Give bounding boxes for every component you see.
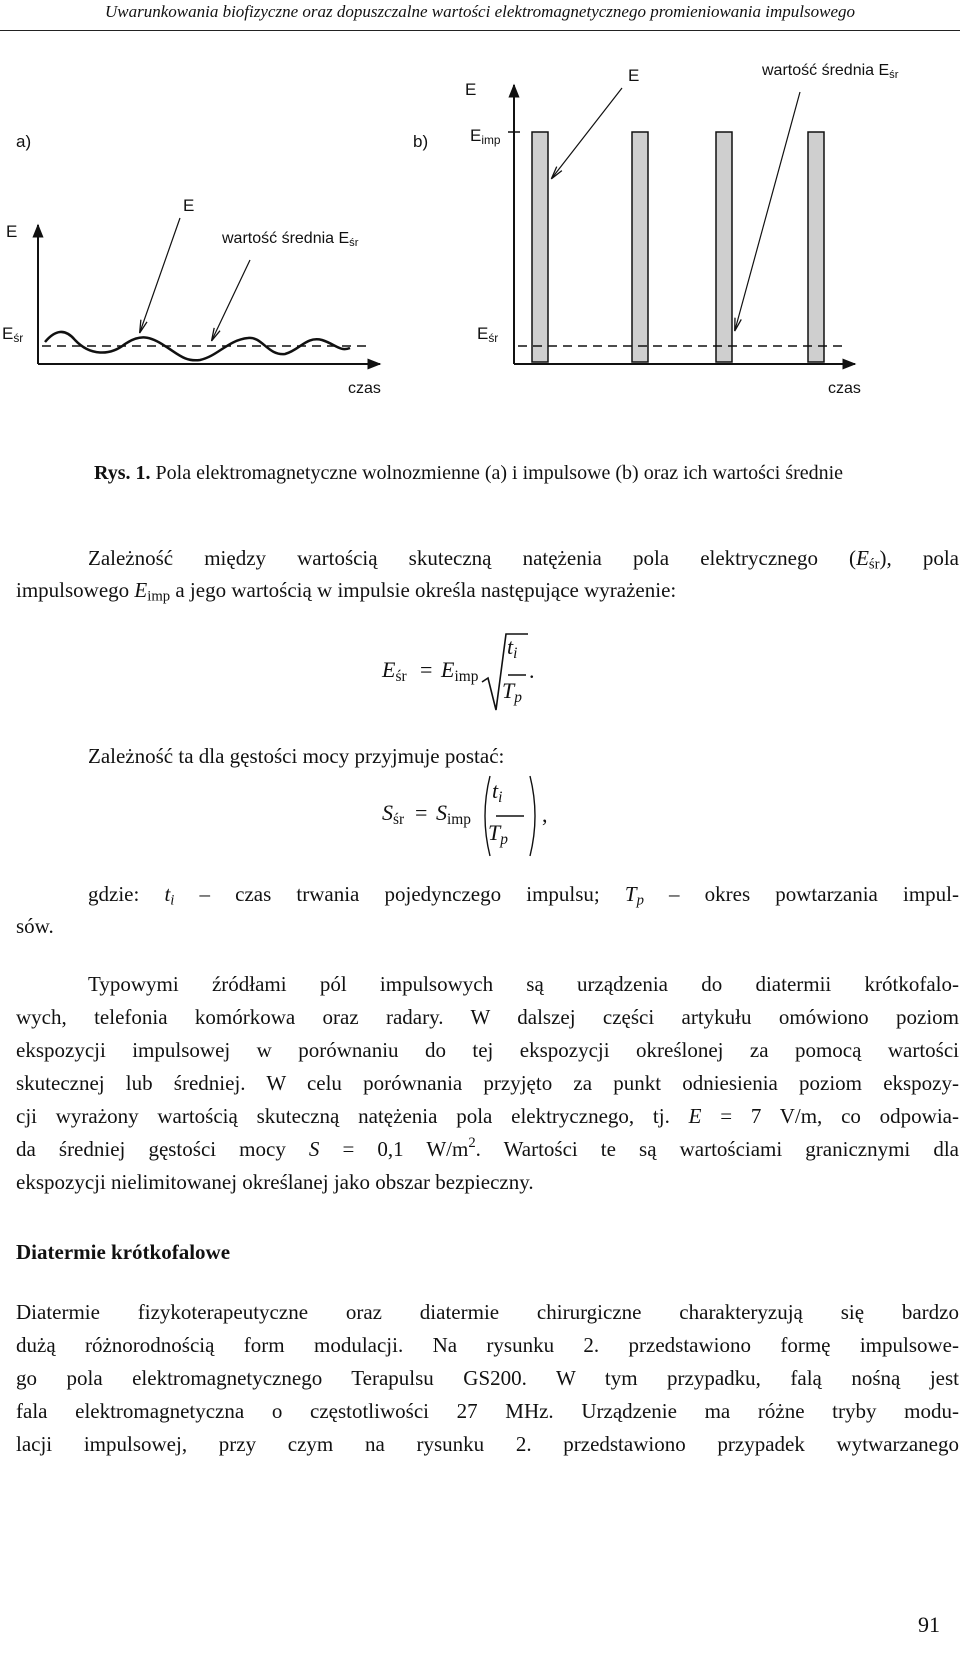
page-number: 91 xyxy=(918,1612,940,1637)
eq1-denominator: $T_p$ xyxy=(502,678,522,706)
panel-b-mean-label: wartość średnia $E_{śr}$ xyxy=(762,62,899,81)
para1-line-3: ekspozycji impulsowej w porównaniu do tej ekspozycji określonej za pomocą wartości xyxy=(16,1038,959,1062)
panel-a-level-label: $E_{śr}$ xyxy=(2,324,24,345)
intro-line-2: impulsowego $E_{imp}$ a jego wartością w impulsie określa następujące wyrażenie: xyxy=(16,578,677,605)
panel-a-curve-arrow xyxy=(140,218,180,332)
para1-line-7: ekspozycji nielimitowanej określanej jako obszar bezpieczny. xyxy=(16,1170,534,1194)
panel-a-x-axis-label: czas xyxy=(348,380,381,397)
panel-b-pulse-arrow xyxy=(552,88,622,178)
eq2-comma: , xyxy=(542,802,548,827)
panel-b-mean-arrow xyxy=(735,92,800,330)
para2-line-1: Diatermie fizykoterapeutyczne oraz diatermie chirurgiczne charakteryzują się bardzo xyxy=(16,1300,959,1324)
running-header-title: Uwarunkowania biofizyczne oraz dopuszczalne wartości elektromagnetycznego promieniowania impulsowego xyxy=(105,2,855,21)
panel-a-mean-label: wartość średnia $E_{śr}$ xyxy=(222,230,359,249)
eq1-rhs: $E_{imp}$ xyxy=(441,657,479,685)
eq1-numerator: $t_i$ xyxy=(507,634,518,662)
pulse-2 xyxy=(632,132,648,362)
eq1-lhs: $E_{śr}$ xyxy=(382,657,407,685)
power-density-intro: Zależność ta dla gęstości mocy przyjmuje postać: xyxy=(88,744,505,768)
para2-line-4: fala elektromagnetyczna o częstotliwości 27 MHz. Urządzenie ma różne tryby modu- xyxy=(16,1399,959,1423)
where-line-1: gdzie: $t_i$ – czas trwania pojedynczego impulsu; $T_p$ – okres powtarzania impul- xyxy=(88,882,960,909)
where-line-2: sów. xyxy=(16,914,54,938)
panel-b-label: b) xyxy=(413,132,429,151)
eq2-numerator: $t_i$ xyxy=(492,778,503,806)
panel-a-mean-arrow xyxy=(212,260,250,340)
para1-line-4: skutecznej lub średniej. W celu porównania przyjęto za punkt odniesienia poziom ekspozy- xyxy=(16,1071,959,1095)
panel-a-label: a) xyxy=(16,132,32,151)
eq1-period: . xyxy=(529,658,535,683)
eq2-equals: = xyxy=(415,800,428,825)
panel-b-x-axis-label: czas xyxy=(828,380,861,397)
panel-b-imp-label: $E_{imp}$ xyxy=(470,126,501,147)
para1-line-2: wych, telefonia komórkowa oraz radary. W dalszej części artykułu omówiono poziom xyxy=(16,1005,959,1029)
eq2-denominator: $T_p$ xyxy=(488,820,508,848)
para2-line-5: lacji impulsowej, przy czym na rysunku 2. przedstawiono przypadek wytwarzanego xyxy=(16,1432,959,1456)
figure-caption: Rys. 1. Pola elektromagnetyczne wolnozmienne (a) i impulsowe (b) oraz ich wartości średnie xyxy=(94,462,844,484)
para1-line-1: Typowymi źródłami pól impulsowych są urządzenia do diatermii krótkofalo- xyxy=(88,972,959,996)
para1-line-5: cji wyrażony wartością skuteczną natężenia pola elektrycznego, tj. E = 7 V/m, co odpowia- xyxy=(16,1104,959,1128)
pulse-1 xyxy=(532,132,548,362)
pulse-3 xyxy=(716,132,732,362)
pulse-4 xyxy=(808,132,824,362)
panel-b-y-axis-label: E xyxy=(465,80,477,99)
panel-b-level-label: $E_{śr}$ xyxy=(477,324,499,345)
panel-b-pulse-label: E xyxy=(628,66,640,85)
eq2-rhs: $S_{imp}$ xyxy=(436,800,471,828)
panel-a-y-axis-label: E xyxy=(6,222,18,241)
eq1-equals: = xyxy=(420,657,433,682)
para2-line-3: go pola elektromagnetycznego Terapulsu GS200. W tym przypadku, falą nośną jest xyxy=(16,1366,959,1390)
section-heading: Diatermie krótkofalowe xyxy=(16,1240,231,1264)
eq2-lhs: $S_{śr}$ xyxy=(382,800,405,828)
para1-line-6: da średniej gęstości mocy S = 0,1 $W/m^2$. Wartości te są wartościami granicznymi dla xyxy=(16,1135,959,1161)
panel-a-curve-label: E xyxy=(183,196,195,215)
para2-line-2: dużą różnorodnością form modulacji. Na rysunku 2. przedstawiono formę impulsowe- xyxy=(16,1333,959,1357)
intro-line-1: Zależność między wartością skuteczną natężenia pola elektrycznego $(E_{śr})$, pola xyxy=(88,546,959,573)
